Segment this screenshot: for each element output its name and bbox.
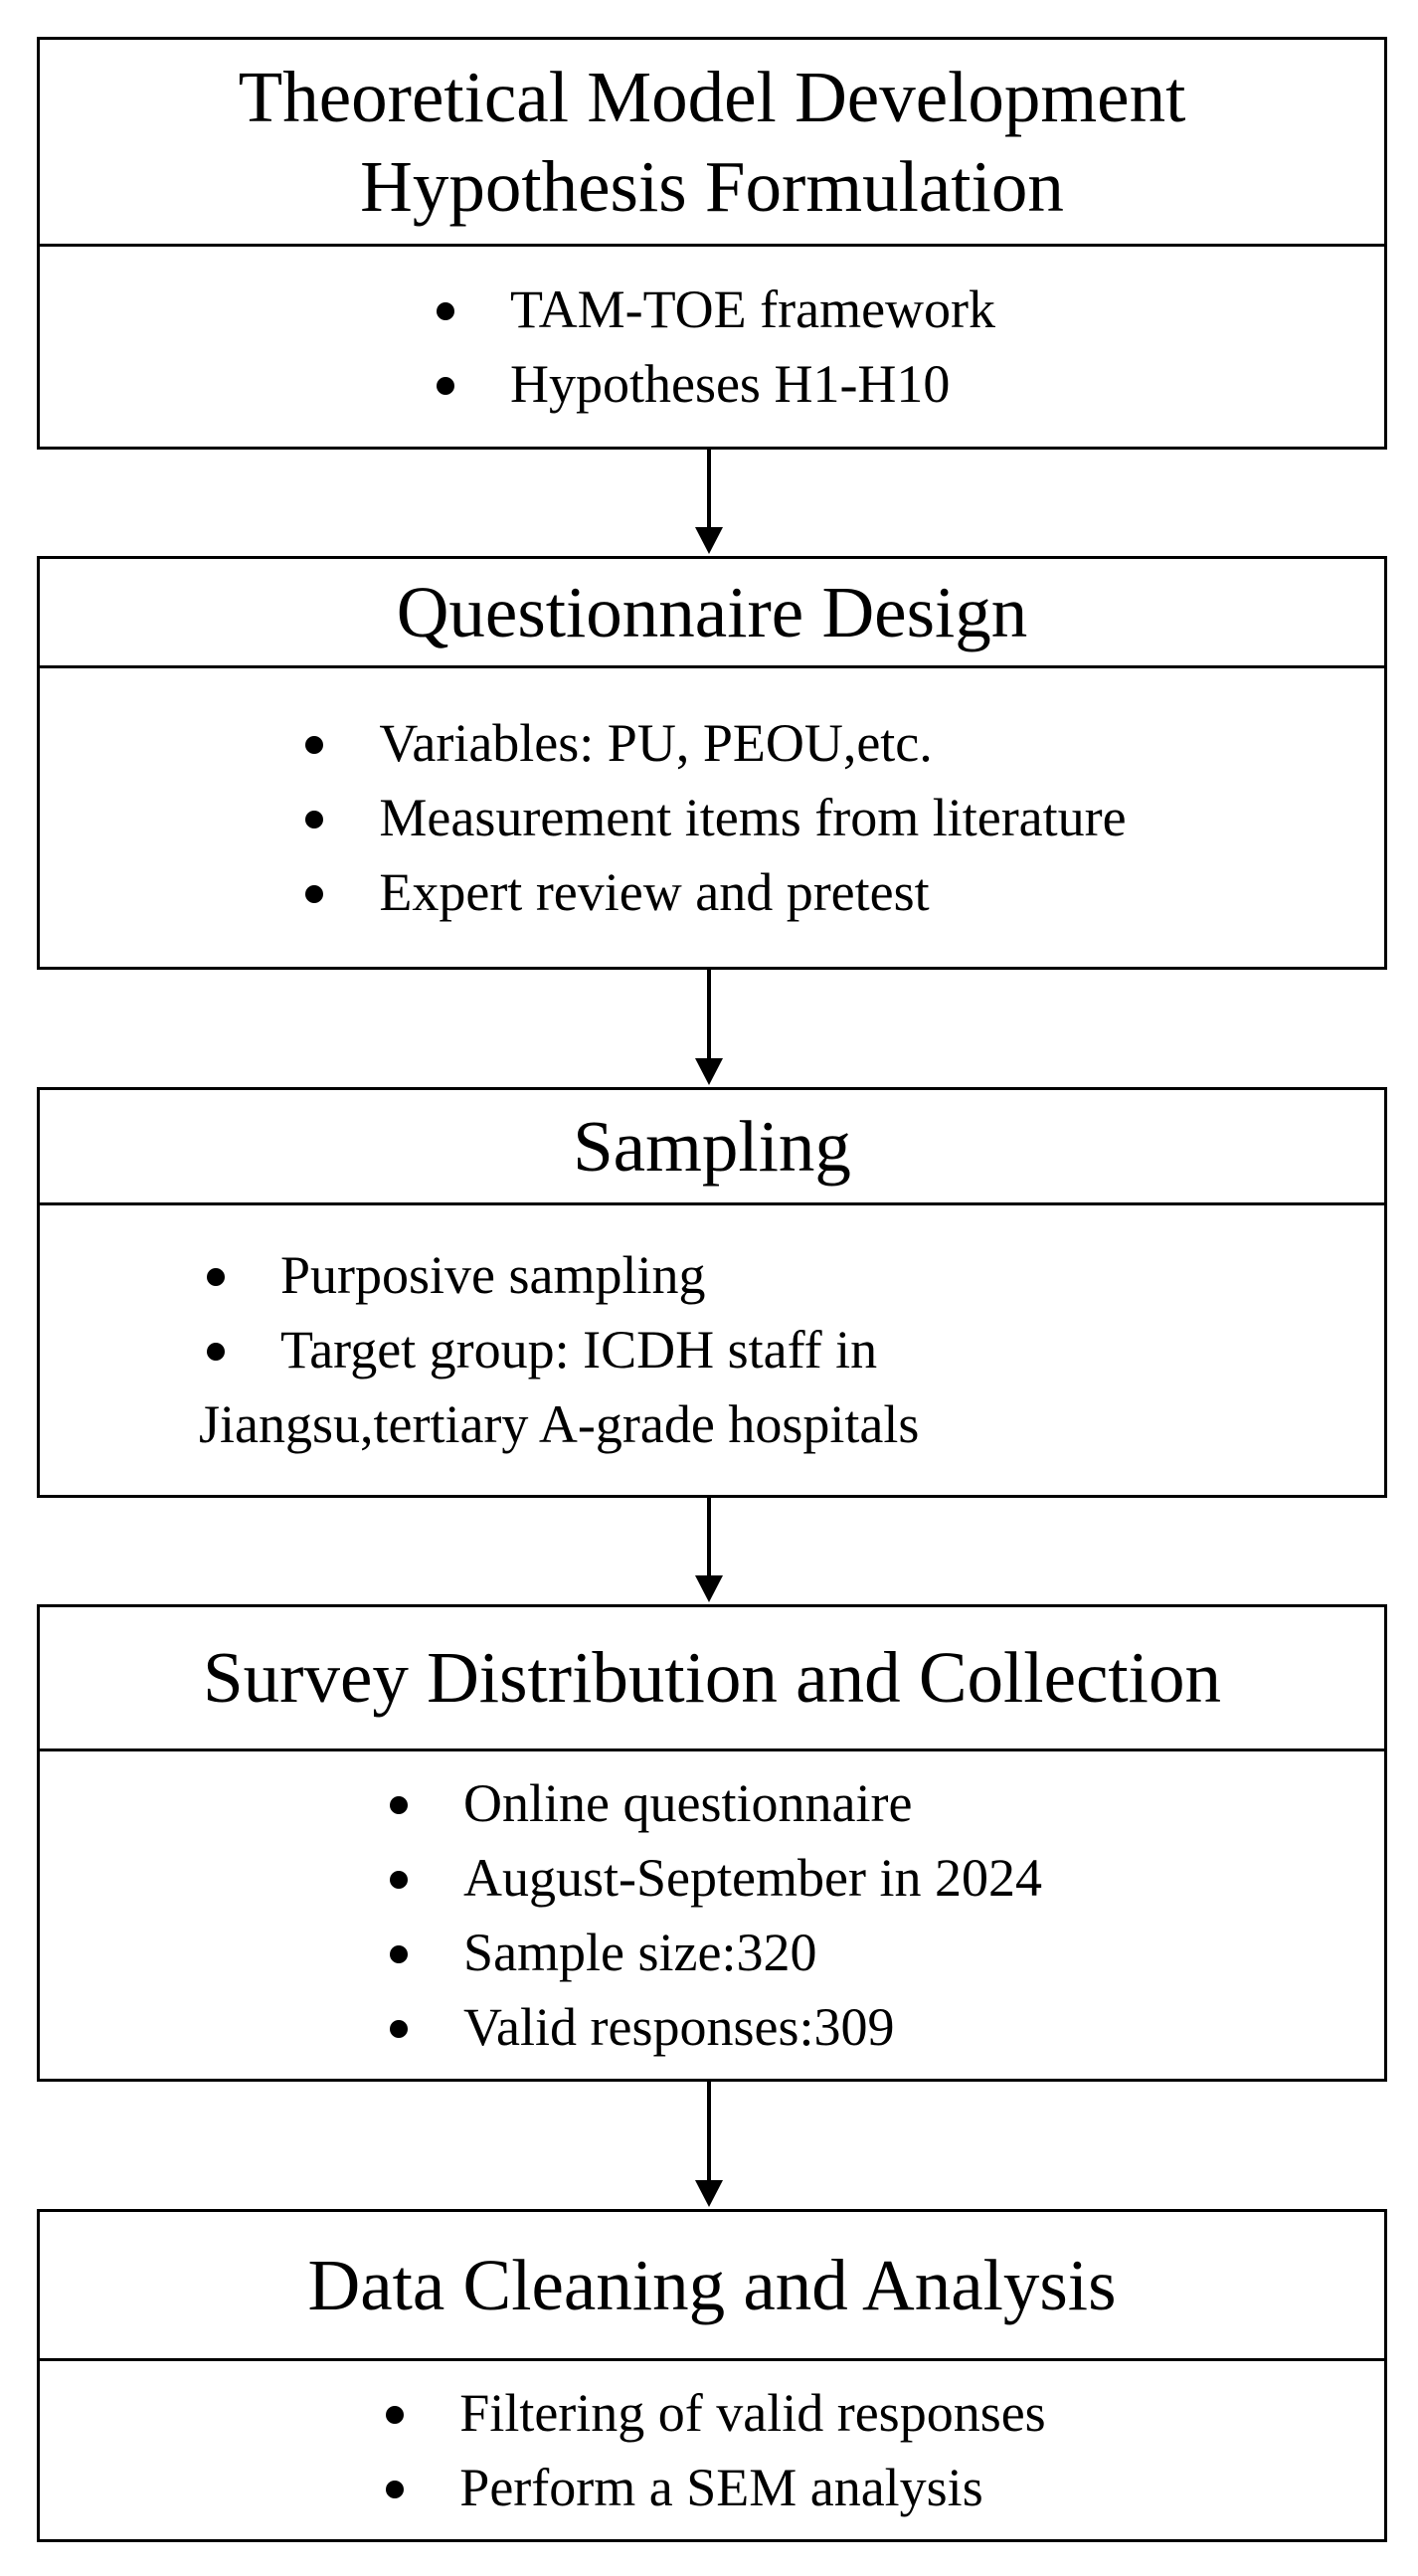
stage-title [40,40,1384,247]
stage-title-line: Hypothesis Formulation [360,145,1064,227]
flow-arrow [707,450,711,556]
bullet-list [429,273,995,422]
stage-title-line: Questionnaire Design [396,571,1028,652]
arrow-down-icon [687,1498,731,1604]
bullet-continuation-text: Jiangsu,tertiary A-grade hospitals [199,1394,920,1454]
bullet-list [297,706,1126,930]
flow-arrow [707,2082,711,2209]
bullet-item: Purposive sampling [199,1238,919,1313]
bullet-item: Variables: PU, PEOU,etc. [297,706,1126,781]
stage-body [40,668,1384,967]
bullet-item: Measurement items from literature [297,781,1126,855]
bullet-item: Target group: ICDH staff in [199,1313,919,1387]
stage-data-cleaning [37,2209,1387,2542]
stage-theoretical-model [37,37,1387,450]
stage-title-line: Theoretical Model Development [238,57,1186,138]
bullet-list [382,1766,1042,2065]
arrow-down-icon [687,2082,731,2209]
bullet-list [378,2376,1045,2525]
stage-survey-distribution [37,1604,1387,2082]
bullet-item: Sample size:320 [382,1916,1042,1990]
stage-title-line: Data Cleaning and Analysis [307,2244,1117,2325]
bullet-item: Valid responses:309 [382,1990,1042,2065]
arrow-down-icon [687,450,731,556]
arrow-down-icon [687,970,731,1087]
stage-title-line: Survey Distribution and Collection [203,1637,1221,1719]
stage-body [40,1751,1384,2079]
bullet-item: August-September in 2024 [382,1841,1042,1916]
stage-body [40,1205,1384,1495]
bullet-item-continuation [199,1387,919,1462]
stage-title-line: Sampling [573,1105,851,1187]
bullet-item: Perform a SEM analysis [378,2451,1045,2525]
bullet-list [199,1238,919,1462]
stage-body [40,247,1384,447]
stage-sampling [37,1087,1387,1498]
stage-title [40,1607,1384,1751]
bullet-item: Expert review and pretest [297,855,1126,930]
stage-title [40,1090,1384,1205]
flow-arrow [707,1498,711,1604]
bullet-item: Hypotheses H1-H10 [429,347,995,422]
stage-title [40,2212,1384,2361]
stage-title [40,559,1384,668]
flow-arrow [707,970,711,1087]
bullet-item: Filtering of valid responses [378,2376,1045,2451]
bullet-item: Online questionnaire [382,1766,1042,1841]
bullet-item: TAM-TOE framework [429,273,995,347]
stage-questionnaire-design [37,556,1387,970]
stage-body [40,2361,1384,2539]
